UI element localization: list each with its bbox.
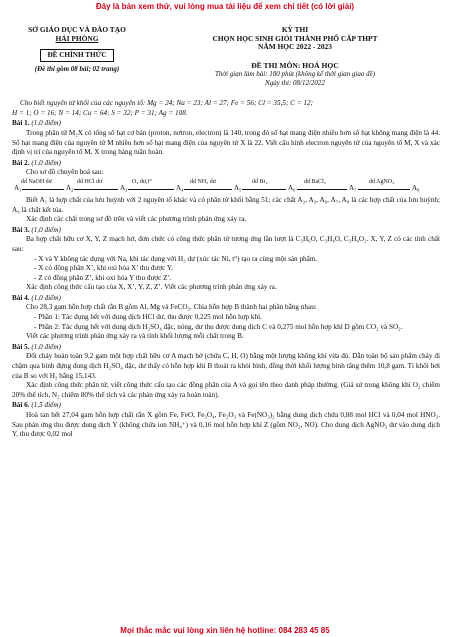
scheme-node-a1: A₁: [14, 183, 22, 192]
question-4-text2: Viết các phương trình phản ứng xảy ra và tính khối lượng mỗi chất trong B.: [26, 332, 244, 341]
question-5-text2: Xác định công thức phân tử, viết công thức cấu tạo các đồng phân của A và gọi tên theo danh pháp thường. (Giả sử trong không khí O₂ chiếm 20% thể tích, N₂ chiếm 80% thể tích và các phản ứng xảy ra hoàn toàn).: [12, 381, 440, 399]
pages-note: (Đề thi gồm 08 bài; 02 trang): [34, 64, 120, 73]
exam-page: [12, 14, 440, 440]
scheme-reagent-4: dd NH₃ dư: [190, 178, 217, 185]
question-2-heading: Bài 2. (1,0 điểm): [12, 158, 61, 167]
exam-subject: ĐỀ THI MÔN: HOÁ HỌC: [251, 60, 339, 70]
exam-header: [12, 26, 440, 87]
scheme-reagent-7: dd AgNO₃: [369, 178, 395, 185]
official-stamp: ĐỀ CHÍNH THỨC: [40, 49, 113, 62]
question-4-text1: Cho 28,3 gam hỗn hợp chất rắn B gồm Al, Mg và FeCO₃. Chia hỗn hợp B thành hai phần bằng nhau:: [26, 303, 317, 312]
question-3-text1: Ba hợp chất hữu cơ X, Y, Z mạch hở, đơn chức có công thức phân tử tương ứng lần lượt là C₃H₆O, C₃H₄O, C₃H₄O₂. X, Y, Z có các tính chất sau:: [12, 235, 440, 253]
question-3-text2: Xác định công thức cấu tạo của X, X’, Y, Z, Z’. Viết các phương trình phản ứng xảy ra.: [26, 283, 277, 292]
question-1-text: Trong phân tử M₂X có tổng số hạt cơ bản (proton, nơtron, electron) là 140, trong đó số hạt mang điện nhiều hơn số hạt không mang điện là 44. Số hạt mang điện của nguyên tử M nhiều hơn số hạt mang điện của nguyên tử X là 22. Viết cấu hình electron nguyên tử của nguyên tố M, X và xác định vị trí của nguyên tố M, X trong bảng tuần hoàn.: [12, 128, 440, 157]
scheme-arrow-7: [358, 189, 410, 190]
question-1-heading: Bài 1. (1,0 điểm): [12, 119, 61, 128]
question-3-bullet3: - Z có đồng phân Z’, khi oxi hóa Y thu được Z’.: [34, 273, 172, 282]
department-block: [12, 26, 142, 87]
department-line2: HẢI PHÒNG: [55, 33, 99, 43]
top-banner: Đây là bản xem thử, vui lòng mua tài liệu để xem chi tiết (có lời giải): [95, 2, 355, 11]
scheme-node-a2: A₂: [66, 183, 74, 192]
exam-line3: NĂM HỌC 2022 - 2023: [258, 42, 332, 52]
bottom-banner: Mọi thắc mắc vui lòng xin liên hệ hotline: 084 283 45 85: [120, 626, 330, 635]
atomic-masses-line1: Cho biết nguyên tử khối của các nguyên tố: Mg = 24; Na = 23; Al = 27; Fe = 56; Cl = 35,5; C = 12;: [20, 99, 313, 108]
question-3-bullet1: - X và Y không tác dụng với Na, khi tác dụng với H₂ dư (xúc tác Ni, t°) tạo ra cùng một sản phẩm.: [34, 254, 318, 263]
scheme-reagent-5: dd Br₂: [252, 178, 268, 185]
scheme-arrow-3: [128, 189, 174, 190]
scheme-arrow-5: [242, 189, 286, 190]
question-3-heading: Bài 3. (1,0 điểm): [12, 225, 61, 234]
question-6-heading: Bài 6. (1,5 điểm): [12, 401, 61, 410]
reaction-scheme: [12, 178, 440, 196]
exam-date: Ngày thi: 08/12/2022: [265, 78, 325, 87]
scheme-node-a8: A₈: [412, 183, 420, 192]
exam-info-block: [150, 26, 440, 87]
exam-line1: KỲ THI: [281, 25, 309, 34]
scheme-reagent-2: dd HCl dư: [77, 178, 103, 185]
question-4-bullet2: - Phần 2: Tác dụng hết với dung dịch H₂SO₄ đặc, nóng, dư thu được dung dịch C và 0,275 mol hỗn hợp khí D gồm CO₂ và SO₂.: [34, 322, 403, 331]
scheme-node-a4: A₄: [176, 183, 184, 192]
question-5-heading: Bài 5. (1,0 điểm): [12, 342, 61, 351]
question-2-text1: Biết A₁ là hợp chất của lưu huỳnh với 2 nguyên tố khác và có phân tử khối bằng 51; các chất A₂, A₃, A₆, A₇, A₈ là các hợp chất của lưu huỳnh; A₈ là chất kết tủa.: [12, 195, 440, 214]
scheme-arrow-4: [184, 189, 232, 190]
scheme-reagent-6: dd BaCl₂: [304, 178, 326, 185]
question-4-heading: Bài 4. (1,0 điểm): [12, 293, 61, 302]
question-5-text1: Đốt cháy hoàn toàn 9,2 gam một hợp chất hữu cơ A mạch hở (chứa C, H, O) bằng một lượng không khí vừa đủ. Dẫn toàn bộ sản phẩm cháy đi chậm qua bình đựng dung dịch H₂SO₄ đặc, dư thấy có hỗn hợp khí B thoát ra khỏi bình, đồng thời khối lượng bình tăng thêm 10,8 gam. Tỉ khối hơi của B so với H₂ bằng 15,143.: [12, 352, 440, 380]
question-4-bullet1: - Phần 1: Tác dụng hết với dung dịch HCl dư, thu được 0,225 mol hỗn hợp khí.: [34, 313, 262, 322]
atomic-masses-line2: H = 1; O = 16; N = 14; Cu = 64; S = 32; P = 31; Ag = 108.: [12, 108, 188, 117]
scheme-reagent-3: O₂ dư,t°: [132, 178, 152, 185]
scheme-arrow-2: [74, 189, 118, 190]
scheme-node-a6: A₆: [288, 183, 296, 192]
exam-line2: CHỌN HỌC SINH GIỎI THÀNH PHỐ CẤP THPT: [212, 33, 378, 43]
department-line1: SỞ GIÁO DỤC VÀ ĐÀO TẠO: [28, 25, 126, 34]
question-2-intro: Cho sơ đồ chuyển hoá sau:: [26, 168, 104, 177]
scheme-node-a7: A₇: [349, 183, 357, 192]
scheme-node-a5: A₅: [234, 183, 242, 192]
scheme-arrow-1: [22, 189, 64, 190]
question-6-text1: Hoà tan hết 27,04 gam hỗn hợp chất rắn X gồm Fe, FeO, Fe₃O₄, Fe₂O₃ và Fe(NO₃)₂ bằng dung dịch chứa 0,88 mol HCl và 0,04 mol HNO₃. Sau phản ứng thu được dung dịch Y (không chứa ion NH₄⁺) và 0,16 mol hỗn hợp khí Z (gồm NO₂, NO). Cho dung dịch AgNO₃ dư vào dung dịch Y, thu được 0,02 mol: [12, 411, 440, 439]
question-2-text2: Xác định các chất trong sơ đồ trên và viết các phương trình phản ứng xảy ra.: [26, 215, 247, 224]
scheme-node-a3: A₃: [120, 183, 128, 192]
scheme-arrow-6: [297, 189, 347, 190]
exam-time: Thời gian làm bài: 180 phút (không kể thời gian giao đề): [214, 70, 376, 79]
scheme-reagent-1: dd NaOH dư: [21, 178, 52, 185]
question-3-bullet2: - X có đồng phân X’, khi oxi hóa X’ thu được Y.: [34, 264, 173, 273]
